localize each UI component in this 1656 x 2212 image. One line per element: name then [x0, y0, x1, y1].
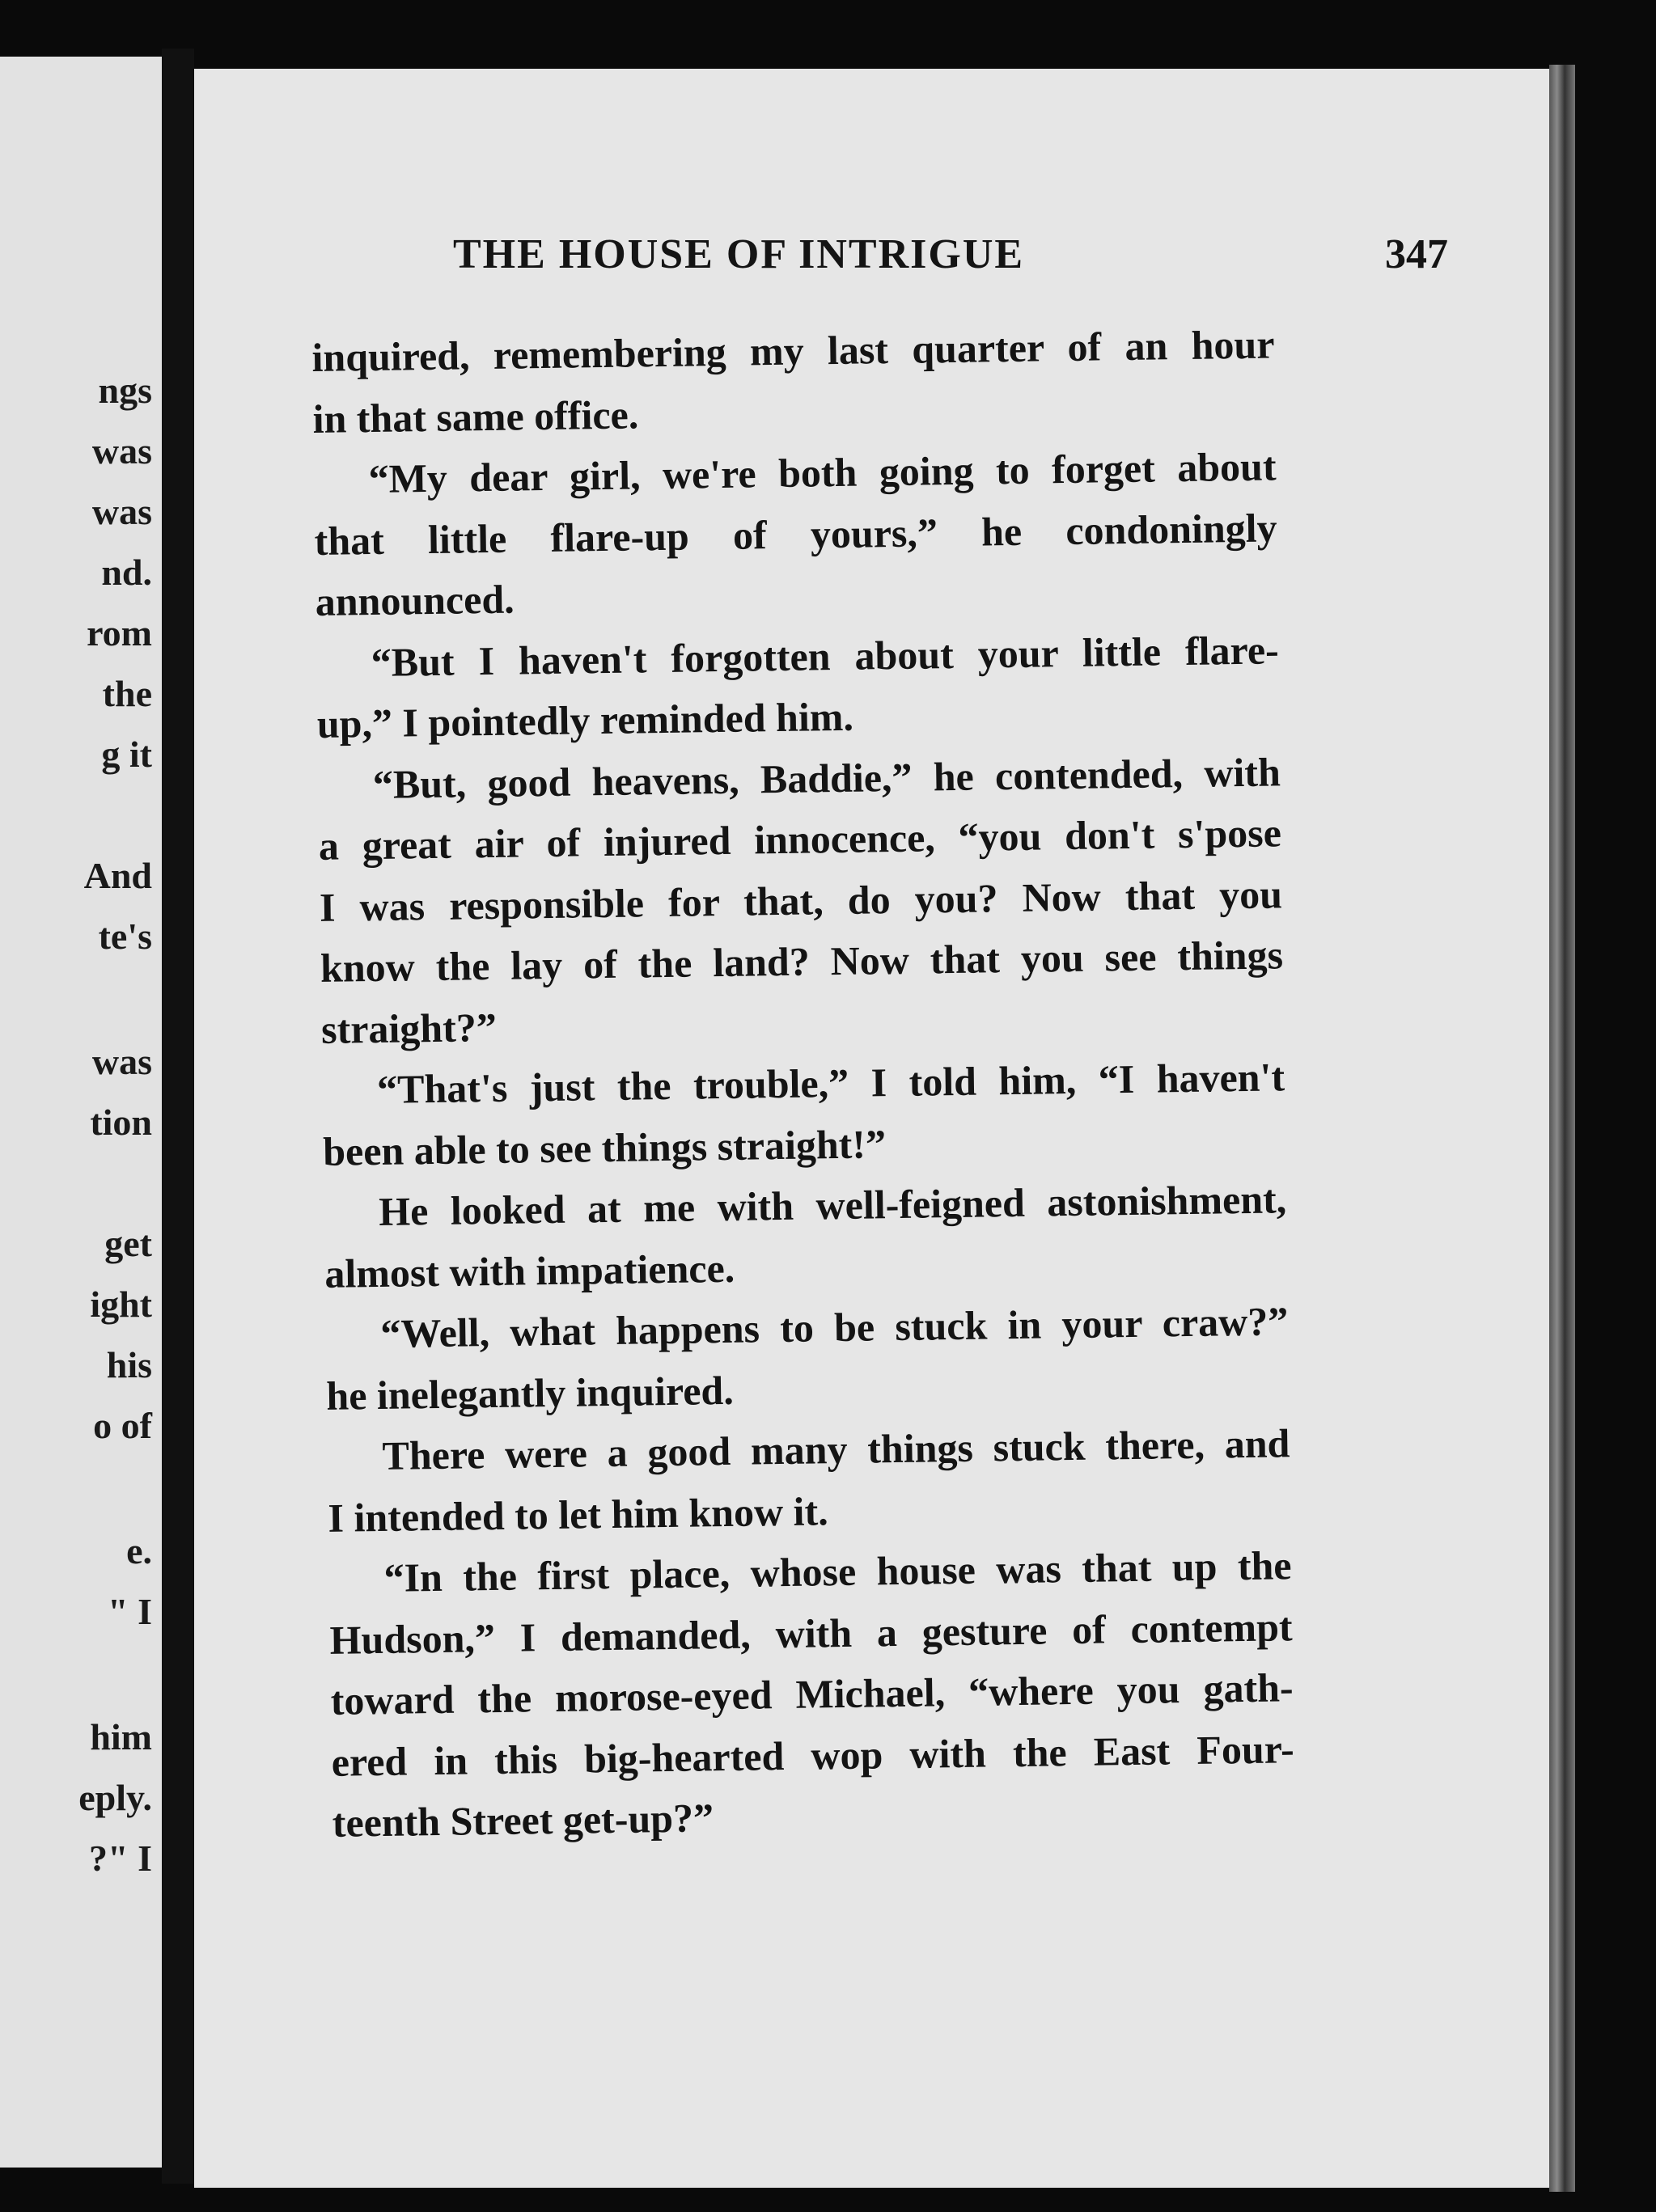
text-line: announced.	[315, 576, 515, 624]
left-page-line: g it	[101, 734, 152, 775]
left-page-line: nd.	[101, 552, 152, 593]
left-page-line: eply.	[78, 1777, 152, 1818]
text-line: He looked at me with well-feigned astonishment,	[378, 1176, 1287, 1234]
running-title: THE HOUSE OF INTRIGUE	[453, 231, 1025, 277]
left-page-line: get	[104, 1223, 152, 1264]
left-facing-page	[0, 57, 162, 2168]
page-number: 347	[1385, 231, 1448, 277]
text-line: up,” I pointedly reminded him.	[316, 693, 854, 746]
text-line: he inelegantly inquired.	[326, 1367, 735, 1419]
text-line: “My dear girl, we're both going to forget about	[368, 443, 1277, 502]
left-page-line: And	[83, 855, 152, 896]
left-page-line: was	[91, 1041, 152, 1082]
left-page-line: o of	[93, 1405, 152, 1446]
left-page-line: his	[106, 1344, 152, 1385]
text-line: straight?”	[320, 1004, 498, 1052]
text-line: been able to see things straight!”	[322, 1120, 887, 1174]
text-line: a great air of injured innocence, “you don't s'pose	[318, 810, 1282, 869]
text-line: Hudson,” I demanded, with a gesture of contempt	[329, 1603, 1293, 1663]
left-page-line: ?" I	[89, 1838, 152, 1879]
page-header	[453, 231, 1448, 295]
text-line: teenth Street get-up?”	[332, 1795, 714, 1846]
text-line: I was responsible for that, do you? Now that you	[319, 870, 1283, 930]
left-page-line: the	[102, 673, 152, 714]
left-page-line: te's	[98, 916, 152, 957]
book-page	[194, 69, 1549, 2188]
text-line: know the lay of the land? Now that you see things	[320, 932, 1284, 991]
left-page-line: " I	[108, 1591, 152, 1632]
left-page-line: e.	[126, 1530, 152, 1571]
text-line: “But I haven't forgotten about your little flare-	[371, 626, 1280, 685]
book-gutter	[162, 49, 194, 2184]
text-line: in that same office.	[312, 391, 639, 442]
left-page-line: ight	[90, 1284, 152, 1325]
left-page-line: tion	[90, 1102, 152, 1143]
text-line: almost with impatience.	[324, 1245, 735, 1296]
text-line: I intended to let him know it.	[328, 1487, 829, 1541]
page-edge	[1549, 65, 1575, 2192]
text-line: toward the morose-eyed Michael, “where you gath-	[330, 1664, 1294, 1723]
text-line: “But, good heavens, Baddie,” he contended, with	[372, 748, 1281, 807]
text-line: inquired, remembering my last quarter of an hour	[311, 321, 1275, 380]
left-page-line: ngs	[98, 370, 152, 411]
text-line: “Well, what happens to be stuck in your craw?”	[379, 1298, 1289, 1356]
left-page-line: was	[91, 491, 152, 532]
body-text	[311, 314, 1295, 1854]
left-page-line: rom	[87, 612, 152, 653]
text-line: “That's just the trouble,” I told him, “I haven't	[376, 1054, 1285, 1112]
left-page-line: him	[90, 1716, 152, 1757]
text-line: There were a good many things stuck there, and	[382, 1420, 1290, 1478]
text-line: “In the first place, whose house was that up the	[383, 1542, 1292, 1601]
left-page-line: was	[91, 430, 152, 472]
text-line: ered in this big-hearted wop with the East Four-	[331, 1725, 1295, 1785]
text-line: that little flare-up of yours,” he condoningly	[314, 504, 1277, 564]
